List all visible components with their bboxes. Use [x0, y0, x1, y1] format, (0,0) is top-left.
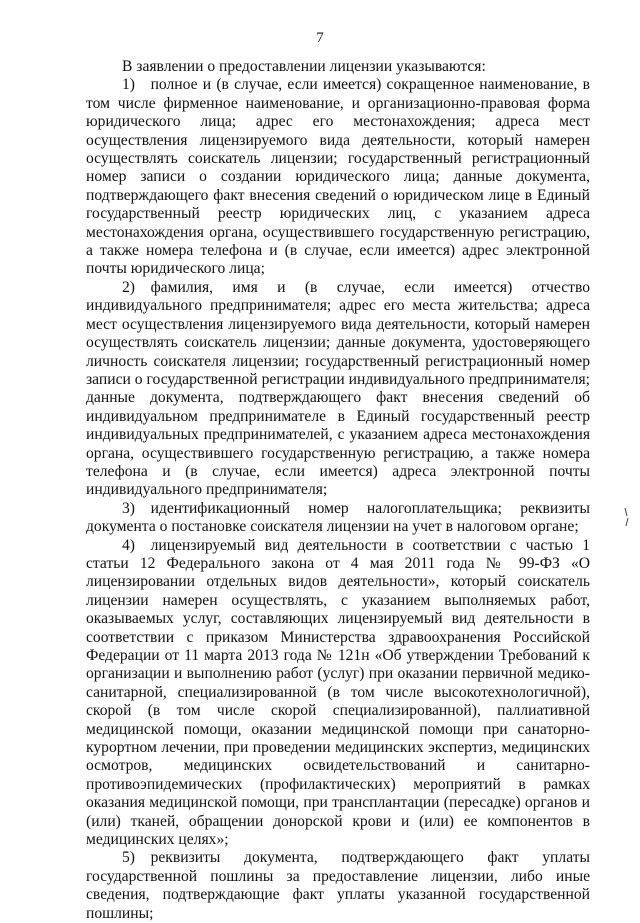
margin-pen-mark-icon: [622, 506, 632, 530]
list-item-3: 3) идентификационный номер налогоплательщика; реквизиты документа о постановке соискателя лицензии на учет в налоговом органе;: [86, 499, 590, 536]
list-item-5: 5) реквизиты документа, подтверждающего факт уплаты государственной пошлины за предоставление лицензии, либо иные сведения, подтверждающие факт уплаты указанной государственной пошлины;: [86, 849, 590, 922]
intro-line: В заявлении о предоставлении лицензии указываются:: [122, 58, 486, 75]
list-item-1: 1) полное и (в случае, если имеется) сокращенное наименование, в том числе фирменное наименование, и организационно-правовая форма юридического лица; адрес его местонахождения; адреса мест осуществления лицензируемого вида деятельности, который намерен осуществлять соискатель лицензии; государственный регистрационный номер записи о создании юридического лица; данные документа, подтверждающего факт внесения сведений о юридическом лице в Единый государственный реестр юридических лиц, с указанием адреса местонахождения органа, осуществившего государственную регистрацию, а также номера телефона и (в случае, если имеется) адрес электронной почты юридического лица;: [86, 76, 590, 278]
page-number: 7: [316, 30, 324, 46]
list-item-2: 2) фамилия, имя и (в случае, если имеется) отчество индивидуального предпринимателя; адрес его места жительства; адреса мест осуществления лицензируемого вида деятельности, который намерен осуществлять соискатель лицензии; данные документа, удостоверяющего личность соискателя лицензии; государственный регистрационный номер записи о государственной регистрации индивидуального предпринимателя; данные документа, подтверждающего факт внесения сведений об индивидуальном предпринимателе в Единый государственный реестр индивидуальных предпринимателей, с указанием адреса местонахождения органа, осуществившего государственную регистрацию, а также номера телефона и (в случае, если имеется) адреса электронной почты индивидуального предпринимателя;: [86, 278, 590, 499]
list-item-4: 4) лицензируемый вид деятельности в соответствии с частью 1 статьи 12 Федерального закона от 4 мая 2011 года № 99-ФЗ «О лицензировании отдельных видов деятельности», который соискатель лицензии намерен осуществлять, с указанием выполняемых работ, оказываемых услуг, составляющих лицензируемый вид деятельности в соответствии с приказом Министерства здравоохранения Российской Федерации от 11 марта 2013 года № 121н «Об утверждении Требований к организации и выполнению работ (услуг) при оказании первичной медико-санитарной, специализированной (в том числе высокотехнологичной), скорой (в том числе скорой специализированной), паллиативной медицинской помощи, оказании медицинской помощи при санаторно-курортном лечении, при проведении медицинских экспертиз, медицинских осмотров, медицинских освидетельствований и санитарно-противоэпидемических (профилактических) мероприятий в рамках оказания медицинской помощи, при трансплантации (пересадке) органов и (или) тканей, обращении донорской крови и (или) ее компонентов в медицинских целях»;: [86, 536, 590, 849]
document-body: [86, 58, 590, 923]
